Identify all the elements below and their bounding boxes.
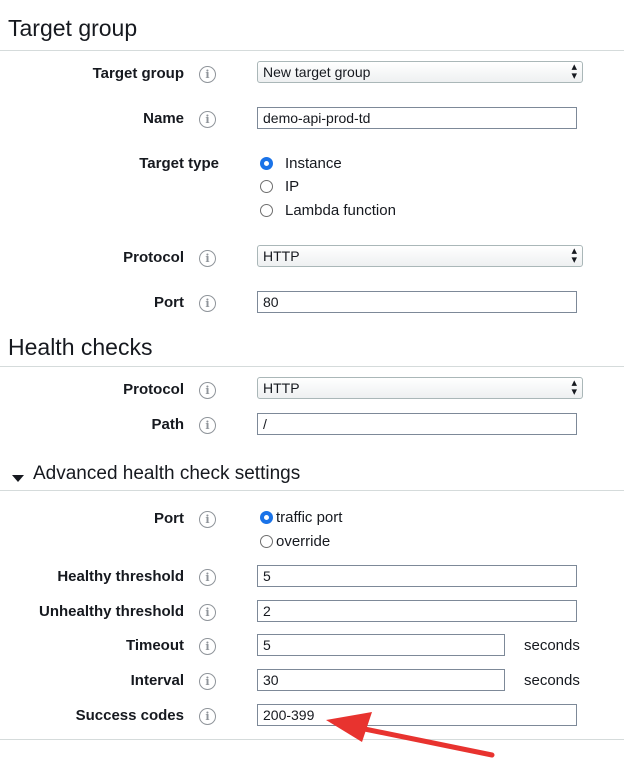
info-icon[interactable]: i [199, 511, 216, 528]
success-codes-label: Success codes [75, 707, 184, 724]
adv-port-label: Port [154, 510, 184, 527]
radio-instance-label: Instance [285, 155, 342, 172]
target-group-select-value: New target group [263, 64, 371, 80]
target-group-section-title: Target group [8, 15, 138, 41]
port-label: Port [154, 294, 184, 311]
unhealthy-threshold-input[interactable]: 2 [257, 600, 577, 622]
path-label: Path [151, 416, 184, 433]
health-checks-section-title: Health checks [8, 334, 153, 360]
name-input[interactable]: demo-api-prod-td [257, 107, 577, 129]
radio-traffic-port-label: traffic port [276, 509, 343, 526]
radio-override-label: override [276, 533, 331, 550]
name-label: Name [143, 110, 184, 127]
info-icon[interactable]: i [199, 111, 216, 128]
target-type-label: Target type [139, 155, 219, 172]
target-group-label: Target group [92, 65, 184, 82]
interval-unit: seconds [524, 672, 580, 689]
protocol-label: Protocol [123, 249, 184, 266]
healthy-threshold-label: Healthy threshold [57, 568, 184, 585]
select-arrow-icon: ▴ ▾ [571, 61, 577, 82]
protocol-select-value: HTTP [263, 248, 300, 264]
info-icon[interactable]: i [199, 638, 216, 655]
info-icon[interactable]: i [199, 295, 216, 312]
interval-input[interactable]: 30 [257, 669, 505, 691]
success-codes-input[interactable]: 200-399 [257, 704, 577, 726]
info-icon[interactable]: i [199, 250, 216, 267]
health-protocol-label: Protocol [123, 381, 184, 398]
info-icon[interactable]: i [199, 673, 216, 690]
port-input[interactable]: 80 [257, 291, 577, 313]
radio-ip-label: IP [285, 178, 300, 195]
info-icon[interactable]: i [199, 417, 216, 434]
info-icon[interactable]: i [199, 708, 216, 725]
timeout-unit: seconds [524, 637, 580, 654]
radio-lambda-label: Lambda function [285, 202, 396, 219]
interval-label: Interval [130, 672, 184, 689]
unhealthy-threshold-label: Unhealthy threshold [38, 603, 184, 620]
timeout-label: Timeout [125, 637, 184, 654]
info-icon[interactable]: i [199, 604, 216, 621]
timeout-input[interactable]: 5 [257, 634, 505, 656]
select-arrow-icon: ▴ ▾ [571, 245, 577, 266]
info-icon[interactable]: i [199, 66, 216, 83]
info-icon[interactable]: i [199, 382, 216, 399]
advanced-settings-title[interactable]: Advanced health check settings [33, 463, 301, 484]
health-protocol-select-value: HTTP [263, 380, 300, 396]
info-icon[interactable]: i [199, 569, 216, 586]
path-input[interactable]: / [257, 413, 577, 435]
select-arrow-icon: ▴ ▾ [571, 377, 577, 398]
healthy-threshold-input[interactable]: 5 [257, 565, 577, 587]
